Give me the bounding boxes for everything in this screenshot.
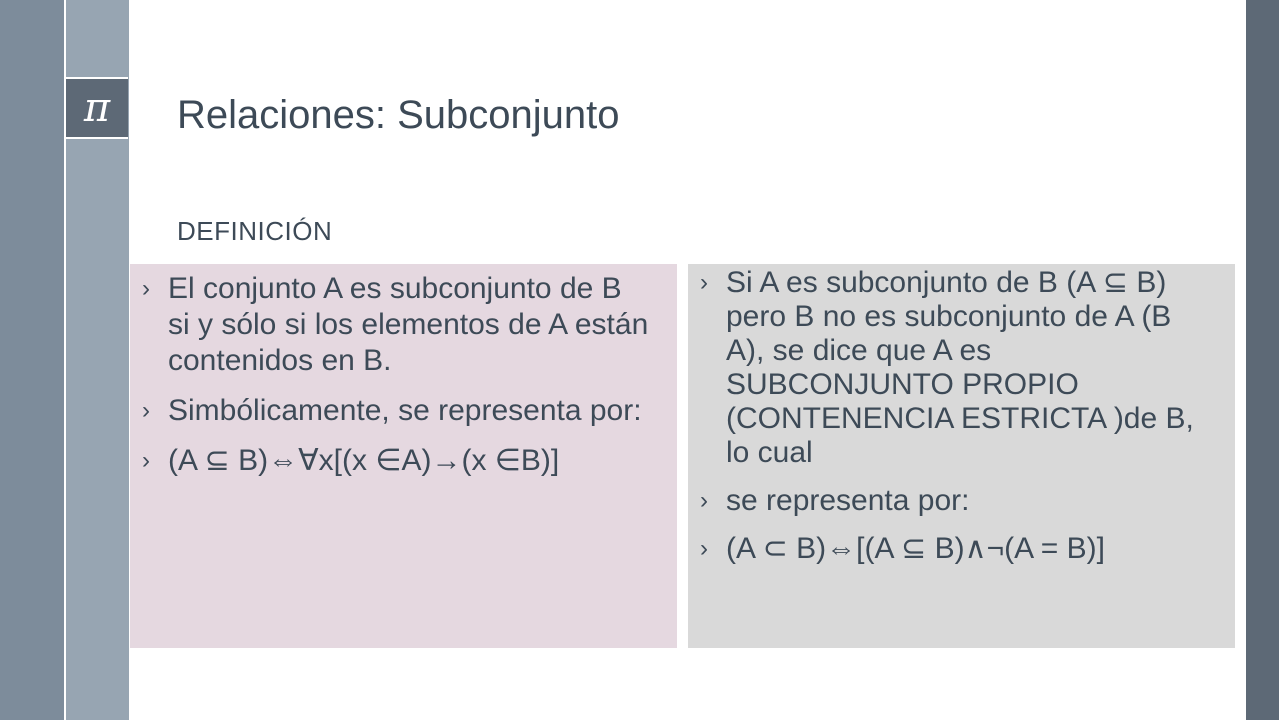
right-content-panel [688, 264, 1235, 648]
pi-logo-box [66, 77, 128, 139]
pi-icon: π [83, 85, 111, 131]
slide-title: Relaciones: Subconjunto [177, 93, 620, 137]
chevron-right-icon: › [142, 447, 150, 474]
list-item [700, 532, 1207, 566]
list-item-text: (A ⊆ B)⇔∀x[(x ∈A)→(x ∈B)] [168, 444, 560, 477]
chevron-right-icon: › [700, 269, 708, 296]
chevron-right-icon: › [700, 487, 708, 514]
left-bullet-list [142, 271, 649, 479]
chevron-right-icon: › [700, 535, 708, 562]
chevron-right-icon: › [142, 275, 150, 302]
list-item [700, 484, 1207, 518]
right-bullet-list [700, 266, 1207, 566]
list-item-text: Simbólicamente, se representa por: [168, 394, 642, 427]
list-item-text: Si A es subconjunto de B (A ⊆ B) pero B no es subconjunto de A (B A), se dice que A es SUBCONJUNTO PROPIO (CONTENENCIA ESTRICTA )de B, lo cual [726, 266, 1194, 469]
left-content-panel [130, 264, 677, 648]
list-item [142, 393, 649, 429]
left-decorative-strip [0, 0, 64, 720]
list-item [142, 271, 649, 379]
slide-subtitle: DEFINICIÓN [177, 216, 333, 246]
list-item-text: (A ⊂ B)⇔[(A ⊆ B)∧¬(A = B)] [726, 532, 1105, 565]
list-item [700, 266, 1207, 470]
list-item [142, 443, 649, 479]
chevron-right-icon: › [142, 397, 150, 424]
right-decorative-strip [1246, 0, 1279, 720]
list-item-text: se representa por: [726, 484, 970, 517]
list-item-text: El conjunto A es subconjunto de B si y sólo si los elementos de A están contenidos en B. [168, 272, 649, 377]
